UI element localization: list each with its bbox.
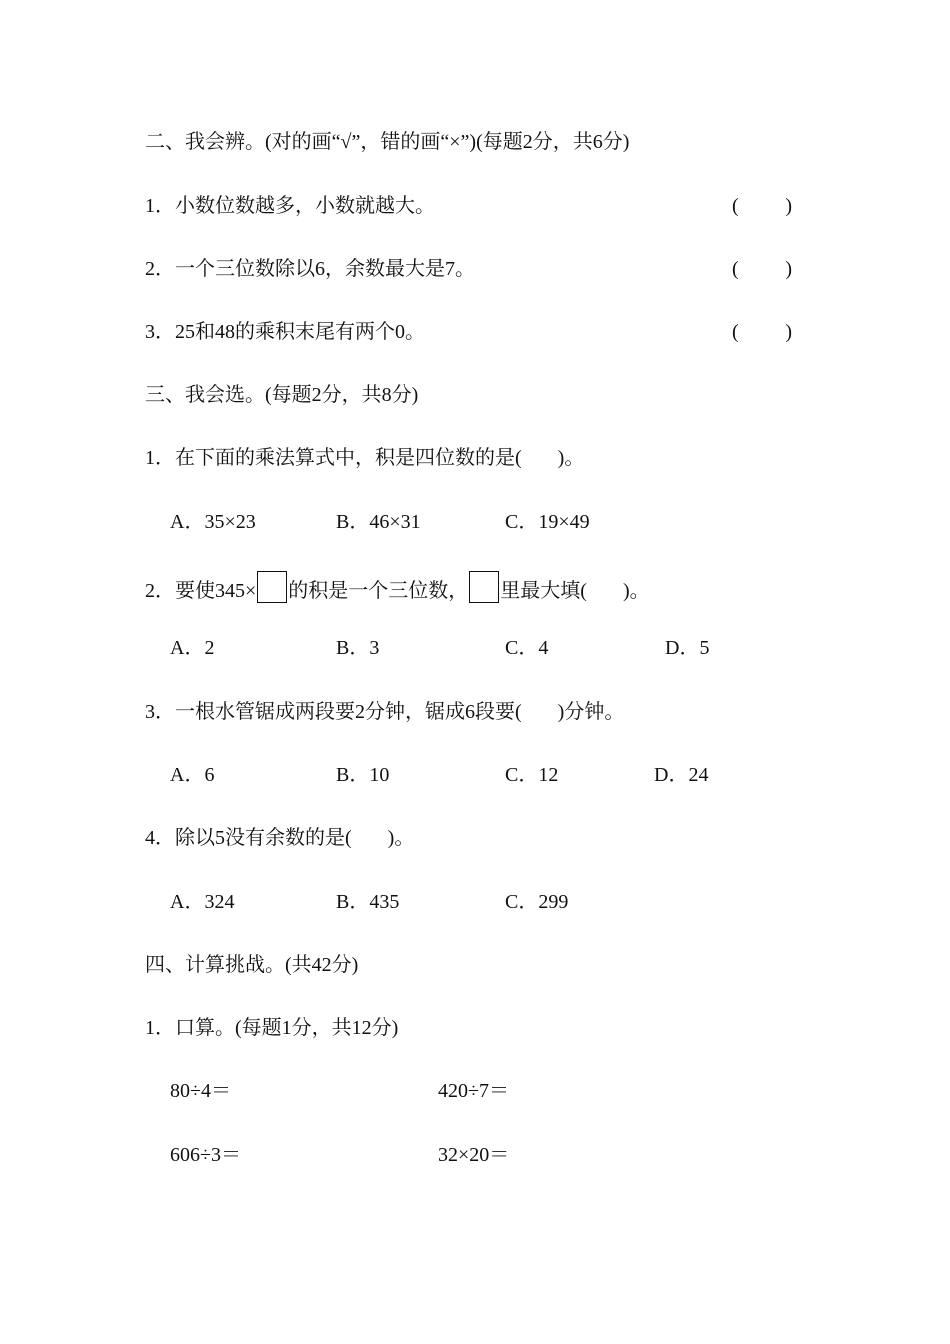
section-3-title: 三、我会选。(每题2分，共8分) — [145, 384, 419, 406]
q3-option-c[interactable]: C．12 — [505, 764, 559, 786]
question-text-end: )。 — [387, 827, 415, 849]
q2-option-d[interactable]: D．5 — [665, 637, 710, 659]
choice-question-2 — [145, 571, 650, 602]
section-4-title: 四、计算挑战。(共42分) — [145, 954, 359, 976]
paren-open: ( — [732, 321, 739, 343]
question-text-mid: 的积是一个三位数， — [288, 580, 469, 602]
q2-option-a[interactable]: A．2 — [170, 637, 215, 659]
choice-question-4 — [145, 824, 414, 852]
paren-close: ) — [785, 195, 792, 217]
paren-close: ) — [785, 258, 792, 280]
q3-option-b[interactable]: B．10 — [336, 764, 390, 786]
blank-square-box[interactable] — [257, 571, 287, 603]
question-text-end: )。 — [557, 447, 585, 469]
question-text-end: )分钟。 — [557, 701, 625, 723]
choice-question-3 — [145, 698, 624, 726]
answer-paren-2[interactable] — [732, 255, 792, 283]
section-2-title: 二、我会辨。(对的画“√”，错的画“×”)(每题2分，共6分) — [145, 131, 630, 153]
paren-open: ( — [732, 258, 739, 280]
answer-paren-3[interactable] — [732, 318, 792, 346]
q4-option-b[interactable]: B．435 — [336, 891, 400, 913]
calc-item[interactable]: 80÷4＝ — [170, 1080, 231, 1102]
question-text: 1．在下面的乘法算式中，积是四位数的是( — [145, 447, 522, 469]
q4-option-c[interactable]: C．299 — [505, 891, 569, 913]
question-text: 4．除以5没有余数的是( — [145, 827, 352, 849]
subsection-oral-calc-title: 1．口算。(每题1分，共12分) — [145, 1017, 399, 1039]
question-text: 3．一根水管锯成两段要2分钟，锯成6段要( — [145, 701, 522, 723]
judge-question-1: 1．小数位数越多，小数就越大。 — [145, 195, 435, 217]
blank-square-box[interactable] — [469, 571, 499, 603]
q2-option-b[interactable]: B．3 — [336, 637, 380, 659]
choice-question-1 — [145, 444, 584, 472]
calc-item[interactable]: 420÷7＝ — [438, 1080, 509, 1102]
calc-item[interactable]: 32×20＝ — [438, 1144, 510, 1166]
q3-option-a[interactable]: A．6 — [170, 764, 215, 786]
question-text-mid2: 里最大填( — [500, 580, 587, 602]
question-text-end: )。 — [622, 580, 650, 602]
q1-option-c[interactable]: C．19×49 — [505, 511, 590, 533]
q1-option-a[interactable]: A．35×23 — [170, 511, 256, 533]
answer-paren-1[interactable] — [732, 192, 792, 220]
judge-question-2: 2．一个三位数除以6，余数最大是7。 — [145, 258, 475, 280]
q2-option-c[interactable]: C．4 — [505, 637, 549, 659]
q4-option-a[interactable]: A．324 — [170, 891, 235, 913]
question-text: 2．要使345× — [145, 580, 257, 602]
q3-option-d[interactable]: D．24 — [654, 764, 709, 786]
calc-item[interactable]: 606÷3＝ — [170, 1144, 241, 1166]
judge-question-3: 3．25和48的乘积末尾有两个0。 — [145, 321, 425, 343]
paren-open: ( — [732, 195, 739, 217]
q1-option-b[interactable]: B．46×31 — [336, 511, 421, 533]
paren-close: ) — [785, 321, 792, 343]
